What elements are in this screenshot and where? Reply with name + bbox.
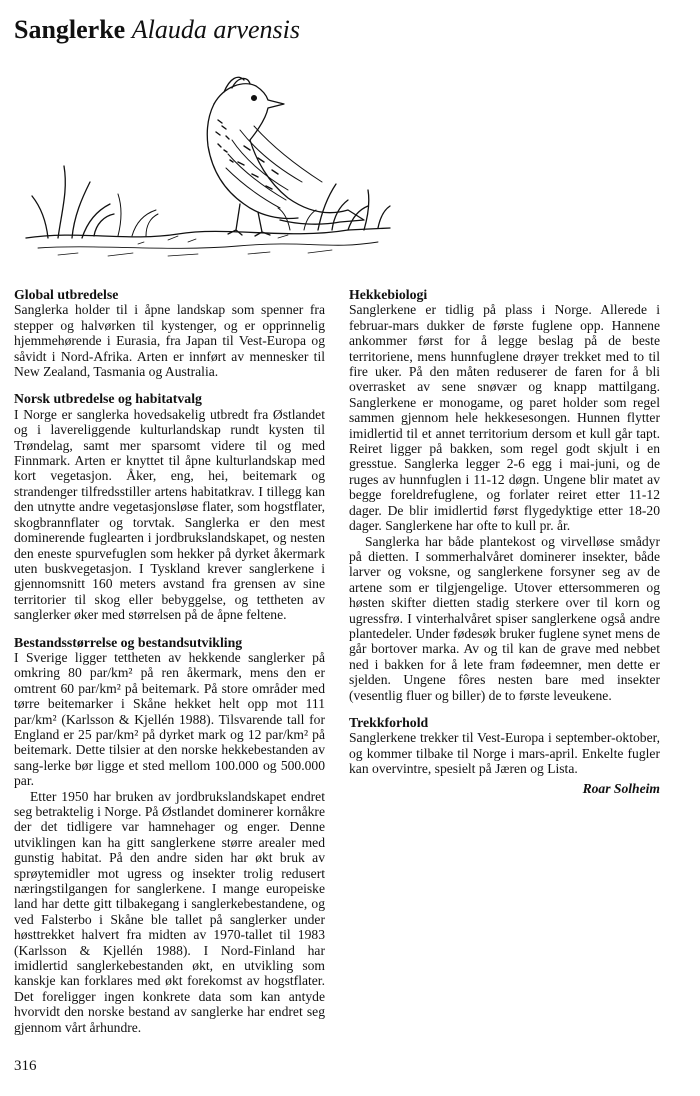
section-global <box>14 287 325 379</box>
section-paragraph: Sanglerkene trekker til Vest-Europa i september-oktober, og kommer tilbake til Norge i mars-april. Enkelte fugler kan overvintre, spesielt på Jæren og Lista. <box>349 730 660 777</box>
left-column <box>14 287 325 1039</box>
common-name: Sanglerke <box>14 15 126 44</box>
section-paragraph: Sanglerka har både plantekost og virvelløse smådyr på dietten. I sommerhalvåret dominerer insekter, både larver og voksne, og sanglerkene forsyner seg av de artene som er tilgjengelige. Utover ettersommeren og høsten skifter dietten stadig sterkere over til korn og ugressfrø. I vinterhalvåret spiser sanglerkene også andre plantedeler. Under fødesøk bruker fuglene synet mens de går bortover marka. Av og til kan de grave med nebbet ned i bakken for å lete fram fødeemner, men dette er sjelden. Ungene fôres nesten bare med insekter (vesentlig fluer og biller) de to første leveukene. <box>349 533 660 703</box>
skylark-drawing-icon <box>18 70 398 260</box>
section-heading: Bestandsstørrelse og bestandsutvikling <box>14 634 243 650</box>
section-norsk <box>14 391 325 622</box>
section-heading: Trekkforhold <box>349 714 429 730</box>
section-heading: Norsk utbredelse og habitatvalg <box>14 391 202 407</box>
section-heading: Global utbredelse <box>14 287 119 302</box>
species-title <box>14 14 300 46</box>
right-column <box>349 287 660 796</box>
section-heading: Hekkebiologi <box>349 287 428 302</box>
section-paragraph: Etter 1950 har bruken av jordbrukslandskapet endret seg betraktelig i Norge. På Østlandet dominerer kornåkre der det tidligere var hamnehager og enger. Denne utviklingen kan ha gitt sanglerkene større arealer med gunstig habitat. På den andre siden har økt bruk av sprøytemidler mot ugress og insekter trolig redusert næringstilgangen for sanglerkene. I mange europeiske land har dette gitt tilbakegang i sanglerkebestandene, og ved Falsterbo i Skåne ble tallet på sanglerker under høsttrekket halvert fra midten av 1970-tallet til 1983 (Karlsson & Kjellén 1988). I Nord-Finland har imidlertid sanglerkebestanden økt, en utvikling som kanskje kan forklares med økt forekomst av hogstflater. Det foreligger ingen konkrete data som kan antyde hvorvidt den norske bestand av sanglerke har endret seg gjennom vårt århundre. <box>14 788 325 1035</box>
section-paragraph: Sanglerkene er tidlig på plass i Norge. Allerede i februar-mars dukker de første fuglene opp. Hannene ankommer først for å legge beslag på de beste territoriene, mens hunnfuglene drøyer trekket med to til fire uker. På den måten reduserer de faren for å bli overrasket av sene snøvær og knapp mattilgang. Sanglerkene er monogame, og paret holder som regel sammen gjennom hele hekkesesongen. Hunnen flytter imidlertid til et annet territorium dersom et kull går tapt. Reiret ligger på bakken, som regel godt skjult i en gresstue. Sanglerka legger 2-6 egg i mai-juni, og de ruges av hunnfuglen i 11-12 døgn. Ungene blir matet av begge foreldrefuglene, og forlater reiret etter 11-12 dager. De blir imidlertid først flygedyktige etter 18-20 dager. Sanglerkene har ofte to kull pr. år. <box>349 302 660 534</box>
page-number: 316 <box>14 1058 37 1074</box>
section-bestand <box>14 635 325 1036</box>
section-paragraph: I Sverige ligger tettheten av hekkende sanglerker på omkring 80 par/km² på ren åkermark, mens den er omtrent 60 par/km² på beitemark. På store områder med tørre beitemarker i Skåne hekket helt opp mot 111 par/km² (Karlsson & Kjellén 1988). Tilsvarende tall for England er 25 par/km² på dyrket mark og 12 par/km² på beitemark. Dette tilsier at den norske hekkebestanden av sang-lerke bør ligge et sted mellom 100.000 og 500.000 par. <box>14 649 325 789</box>
latin-name: Alauda arvensis <box>131 15 300 44</box>
section-paragraph: Sanglerka holder til i åpne landskap som spenner fra stepper og halvørken til kystenger, og er opprinnelig hjemmehørende i Eurasia, fra Japan til Vest-Europa og såvidt i Nord-Afrika. Arten er innført av mennesker til New Zealand, Tasmania og Australia. <box>14 302 325 380</box>
section-hekke <box>349 287 660 703</box>
section-paragraph: I Norge er sanglerka hovedsakelig utbredt fra Østlandet og i lavereliggende kulturlandskap rundt kysten til Trøndelag, samt mer sparsomt videre til og med Finnmark. Arten er knyttet til åpne kulturlandskap med kort vegetasjon. Åker, eng, hei, beitemark og strandenger tilfredsstiller artens habitatkrav. I tillegg kan den utnytte andre vegetasjonsløse flater, som hogstflater, skogbrannflater og torvtak. Sanglerka er den mest dominerende fuglearten i jordbrukslandskapet, og nesten den eneste spurvefuglen som hekker på dyrket åkermark uten buskvegetasjon. I Tyskland krever sanglerkene i gjennomsnitt 160 meters avstand fra grensen av sine territorier til skog eller bebyggelse, og tettheten av sanglerker øker med størrelsen på de åpne feltene. <box>14 406 325 623</box>
section-trekk <box>349 715 660 777</box>
author-name: Roar Solheim <box>582 780 660 796</box>
